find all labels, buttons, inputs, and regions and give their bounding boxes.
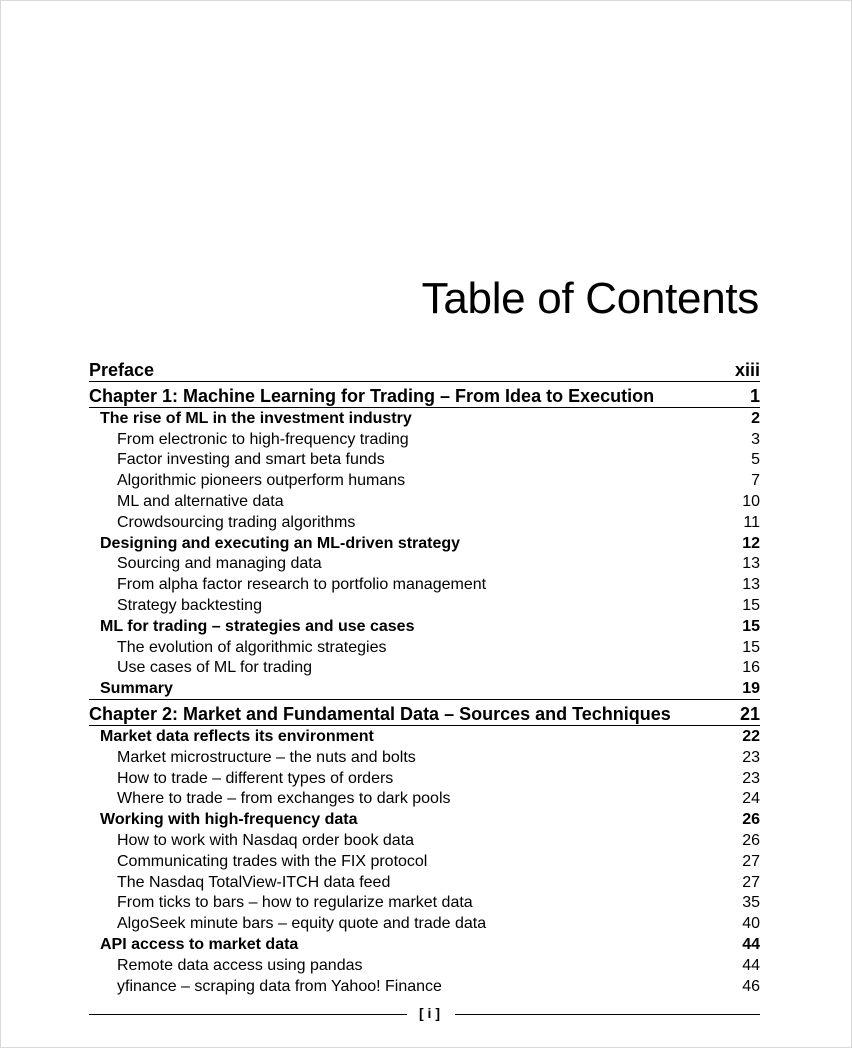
toc-subsection[interactable] — [89, 851, 760, 872]
toc-page-number: 2 — [751, 409, 760, 427]
footer-rule-left — [89, 1014, 407, 1015]
toc-entry-preface[interactable] — [89, 358, 760, 382]
toc-subsection[interactable] — [89, 512, 760, 533]
toc-page-number: 46 — [742, 977, 760, 995]
page-title: Table of Contents — [421, 274, 759, 323]
toc-page-number: 13 — [742, 555, 760, 573]
toc-page-number: 13 — [742, 576, 760, 594]
toc-page-number: 15 — [742, 638, 760, 656]
toc-label: Communicating trades with the FIX protocol — [117, 852, 428, 870]
toc-label: Strategy backtesting — [117, 596, 262, 614]
toc-label: Chapter 2: Market and Fundamental Data – Sources and Techniques — [89, 704, 671, 725]
toc-subsection[interactable] — [89, 658, 760, 679]
toc-subsection[interactable] — [89, 893, 760, 914]
toc-label: Remote data access using pandas — [117, 956, 363, 974]
toc-label: Factor investing and smart beta funds — [117, 451, 385, 469]
toc-page-number: 44 — [742, 935, 760, 953]
toc-label: ML for trading – strategies and use cases — [100, 617, 415, 635]
toc-label: Crowdsourcing trading algorithms — [117, 513, 356, 531]
toc-subsection[interactable] — [89, 491, 760, 512]
toc-label: How to work with Nasdaq order book data — [117, 831, 415, 849]
toc-label: Designing and executing an ML-driven strategy — [100, 534, 461, 552]
toc-section[interactable] — [89, 616, 760, 637]
toc-section[interactable] — [89, 726, 760, 747]
toc-page-number: 12 — [742, 534, 760, 552]
toc-label: How to trade – different types of orders — [117, 769, 394, 787]
toc-chapter-2[interactable] — [89, 699, 760, 726]
toc-section[interactable] — [89, 533, 760, 554]
toc-page-number: 15 — [742, 596, 760, 614]
toc-subsection[interactable] — [89, 574, 760, 595]
toc-subsection[interactable] — [89, 637, 760, 658]
toc-label: Chapter 1: Machine Learning for Trading – From Idea to Execution — [89, 386, 655, 406]
toc-label: The Nasdaq TotalView-ITCH data feed — [117, 873, 391, 891]
toc-label: Where to trade – from exchanges to dark pools — [117, 790, 451, 808]
toc-subsection[interactable] — [89, 429, 760, 450]
toc-label: Market microstructure – the nuts and bolts — [117, 748, 416, 766]
toc-subsection[interactable] — [89, 872, 760, 893]
toc-page-number: 26 — [742, 831, 760, 849]
toc-label: Preface — [89, 360, 155, 380]
toc-label: Market data reflects its environment — [100, 727, 374, 745]
toc-page-number: 40 — [742, 915, 760, 933]
toc-page-number: 15 — [742, 617, 760, 635]
toc-page-number: 24 — [742, 790, 760, 808]
toc-section[interactable] — [89, 934, 760, 955]
toc-page-number: 11 — [743, 513, 760, 531]
toc-page-number: 27 — [742, 852, 760, 870]
toc-label: From ticks to bars – how to regularize market data — [117, 894, 473, 912]
toc-subsection[interactable] — [89, 830, 760, 851]
toc-label: Summary — [100, 680, 173, 698]
toc-page-number: 35 — [742, 894, 760, 912]
toc-subsection[interactable] — [89, 955, 760, 976]
toc-page-number: 22 — [742, 727, 760, 745]
toc-subsection[interactable] — [89, 450, 760, 471]
toc-subsection[interactable] — [89, 976, 760, 997]
toc-page-number: 26 — [742, 811, 760, 829]
toc-subsection[interactable] — [89, 470, 760, 491]
toc-section[interactable] — [89, 809, 760, 830]
toc-subsection[interactable] — [89, 768, 760, 789]
toc-page-number: 19 — [742, 680, 760, 698]
toc-page-number: xiii — [734, 360, 760, 380]
toc-page-number: 1 — [749, 386, 760, 406]
toc-label: The rise of ML in the investment industry — [100, 409, 412, 427]
toc-subsection[interactable] — [89, 789, 760, 810]
toc-page-number: 7 — [751, 472, 760, 490]
toc-label: yfinance – scraping data from Yahoo! Finance — [117, 977, 442, 995]
toc-page-number: 16 — [742, 659, 760, 677]
toc-section[interactable] — [89, 678, 760, 699]
footer-rule-right — [455, 1014, 760, 1015]
toc-page-number: 27 — [742, 873, 760, 891]
toc-label: From electronic to high-frequency trading — [117, 430, 409, 448]
toc-chapter-1[interactable] — [89, 382, 760, 408]
toc-page-number: 23 — [742, 769, 760, 787]
toc-subsection[interactable] — [89, 554, 760, 575]
toc-page-number: 23 — [742, 748, 760, 766]
toc-label: The evolution of algorithmic strategies — [117, 638, 387, 656]
toc-subsection[interactable] — [89, 595, 760, 616]
toc-label: AlgoSeek minute bars – equity quote and trade data — [117, 915, 487, 933]
toc-label: Sourcing and managing data — [117, 555, 322, 573]
toc-label: From alpha factor research to portfolio management — [117, 576, 487, 594]
toc-page-number: 21 — [739, 704, 760, 725]
toc-label: Working with high-frequency data — [100, 811, 358, 829]
toc-subsection[interactable] — [89, 747, 760, 768]
toc-subsection[interactable] — [89, 913, 760, 934]
toc-label: Use cases of ML for trading — [117, 659, 313, 677]
toc-label: ML and alternative data — [117, 492, 284, 510]
page-footer — [89, 1004, 760, 1024]
footer-page-number: [ i ] — [419, 1005, 440, 1021]
toc-page-number: 44 — [742, 956, 760, 974]
toc-page-number: 3 — [751, 430, 760, 448]
toc-label: API access to market data — [100, 935, 299, 953]
toc-page-number: 10 — [742, 492, 760, 510]
toc-label: Algorithmic pioneers outperform humans — [117, 472, 406, 490]
table-of-contents — [89, 358, 760, 997]
toc-page-number: 5 — [751, 451, 760, 469]
toc-section[interactable] — [89, 408, 760, 429]
